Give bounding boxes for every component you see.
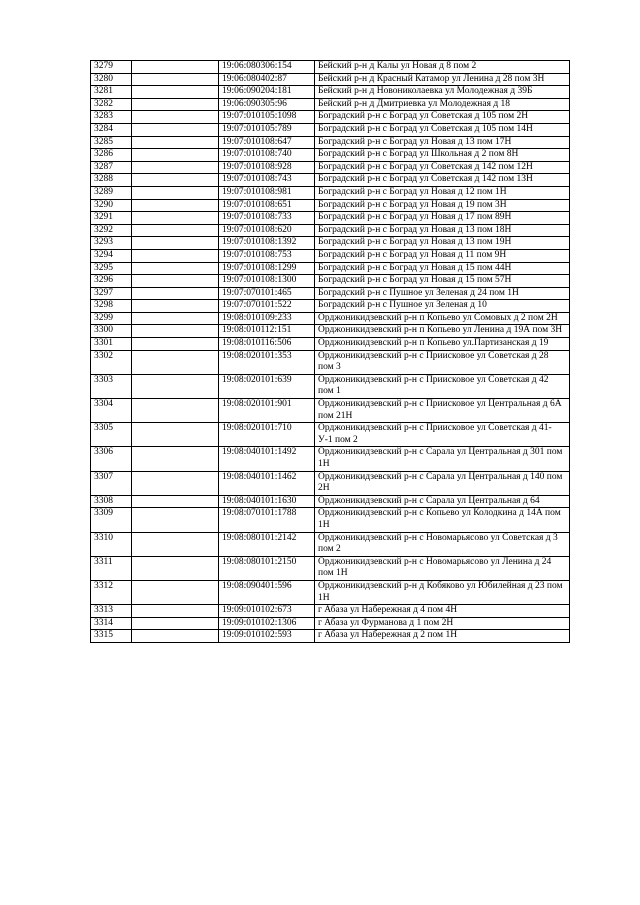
table-row (91, 605, 570, 618)
row-number-cell: 3313 (91, 605, 132, 618)
cadastral-number-cell: 19:08:010109:233 (219, 312, 315, 325)
document-page (90, 60, 569, 643)
cadastral-number-cell: 19:08:020101:353 (219, 350, 315, 374)
row-number-cell: 3292 (91, 224, 132, 237)
cadastral-number-cell: 19:07:010108:740 (219, 149, 315, 162)
empty-cell (132, 174, 219, 187)
registry-table-body (91, 61, 570, 643)
address-cell: Боградский р-н с Боград ул Новая д 13 пом 19Н (315, 237, 570, 250)
address-cell: Бейский р-н д Красный Катамор ул Ленина д 28 пом 3Н (315, 73, 570, 86)
empty-cell (132, 423, 219, 447)
table-row (91, 325, 570, 338)
cadastral-number-cell: 19:08:020101:901 (219, 399, 315, 423)
table-row (91, 111, 570, 124)
table-row (91, 471, 570, 495)
empty-cell (132, 262, 219, 275)
row-number-cell: 3280 (91, 73, 132, 86)
registry-table (90, 60, 570, 643)
cadastral-number-cell: 19:07:010108:1300 (219, 275, 315, 288)
address-cell: Боградский р-н с Пушное ул Зеленая д 10 (315, 300, 570, 313)
empty-cell (132, 556, 219, 580)
row-number-cell: 3308 (91, 495, 132, 508)
row-number-cell: 3296 (91, 275, 132, 288)
table-row (91, 161, 570, 174)
table-row (91, 186, 570, 199)
cadastral-number-cell: 19:08:040101:1630 (219, 495, 315, 508)
address-cell: Бейский р-н д Калы ул Новая д 8 пом 2 (315, 61, 570, 74)
row-number-cell: 3300 (91, 325, 132, 338)
row-number-cell: 3297 (91, 287, 132, 300)
address-cell: Орджоникидзевский р-н с Копьево ул Колодкина д 14А пом 1Н (315, 508, 570, 532)
address-cell: Боградский р-н с Боград ул Новая д 13 пом 18Н (315, 224, 570, 237)
row-number-cell: 3294 (91, 249, 132, 262)
address-cell: Боградский р-н с Боград ул Школьная д 2 пом 8Н (315, 149, 570, 162)
address-cell: Боградский р-н с Боград ул Новая д 15 пом 57Н (315, 275, 570, 288)
row-number-cell: 3284 (91, 123, 132, 136)
address-cell: Боградский р-н с Боград ул Новая д 13 пом 17Н (315, 136, 570, 149)
cadastral-number-cell: 19:07:010108:1392 (219, 237, 315, 250)
table-row (91, 630, 570, 643)
empty-cell (132, 350, 219, 374)
cadastral-number-cell: 19:06:090204:181 (219, 86, 315, 99)
address-cell: Боградский р-н с Боград ул Советская д 105 пом 14Н (315, 123, 570, 136)
address-cell: Орджоникидзевский р-н п Копьево ул Сомовых д 2 пом 2Н (315, 312, 570, 325)
table-row (91, 262, 570, 275)
row-number-cell: 3312 (91, 580, 132, 604)
table-row (91, 61, 570, 74)
address-cell: Орджоникидзевский р-н с Приисковое ул Советская д 42 пом 1 (315, 374, 570, 398)
cadastral-number-cell: 19:08:020101:710 (219, 423, 315, 447)
table-row (91, 350, 570, 374)
empty-cell (132, 495, 219, 508)
row-number-cell: 3288 (91, 174, 132, 187)
empty-cell (132, 605, 219, 618)
table-row (91, 275, 570, 288)
empty-cell (132, 374, 219, 398)
table-row (91, 174, 570, 187)
cadastral-number-cell: 19:09:010102:593 (219, 630, 315, 643)
cadastral-number-cell: 19:08:020101:639 (219, 374, 315, 398)
cadastral-number-cell: 19:07:010108:743 (219, 174, 315, 187)
empty-cell (132, 123, 219, 136)
empty-cell (132, 471, 219, 495)
empty-cell (132, 98, 219, 111)
table-row (91, 556, 570, 580)
table-row (91, 149, 570, 162)
row-number-cell: 3289 (91, 186, 132, 199)
table-row (91, 508, 570, 532)
table-row (91, 73, 570, 86)
table-row (91, 224, 570, 237)
cadastral-number-cell: 19:08:040101:1492 (219, 447, 315, 471)
table-row (91, 287, 570, 300)
address-cell: Боградский р-н с Боград ул Новая д 17 пом 89Н (315, 212, 570, 225)
empty-cell (132, 630, 219, 643)
empty-cell (132, 186, 219, 199)
address-cell: Орджоникидзевский р-н с Сарала ул Центральная д 64 (315, 495, 570, 508)
address-cell: Орджоникидзевский р-н с Новомарьясово ул Ленина д 24 пом 1Н (315, 556, 570, 580)
empty-cell (132, 617, 219, 630)
cadastral-number-cell: 19:07:010108:928 (219, 161, 315, 174)
address-cell: Боградский р-н с Боград ул Новая д 12 пом 1Н (315, 186, 570, 199)
empty-cell (132, 237, 219, 250)
empty-cell (132, 287, 219, 300)
empty-cell (132, 73, 219, 86)
empty-cell (132, 580, 219, 604)
table-row (91, 399, 570, 423)
row-number-cell: 3298 (91, 300, 132, 313)
cadastral-number-cell: 19:08:070101:1788 (219, 508, 315, 532)
cadastral-number-cell: 19:07:070101:522 (219, 300, 315, 313)
table-row (91, 374, 570, 398)
table-row (91, 447, 570, 471)
address-cell: Орджоникидзевский р-н с Приисковое ул Советская д 41-У-1 пом 2 (315, 423, 570, 447)
empty-cell (132, 161, 219, 174)
address-cell: Орджоникидзевский р-н с Приисковое ул Советская д 28 пом 3 (315, 350, 570, 374)
empty-cell (132, 199, 219, 212)
address-cell: Боградский р-н с Пушное ул Зеленая д 24 пом 1Н (315, 287, 570, 300)
cadastral-number-cell: 19:08:040101:1462 (219, 471, 315, 495)
address-cell: Боградский р-н с Боград ул Новая д 15 пом 44Н (315, 262, 570, 275)
cadastral-number-cell: 19:06:080402:87 (219, 73, 315, 86)
empty-cell (132, 508, 219, 532)
empty-cell (132, 224, 219, 237)
address-cell: Бейский р-н д Дмитриевка ул Молодежная д 18 (315, 98, 570, 111)
empty-cell (132, 275, 219, 288)
empty-cell (132, 300, 219, 313)
table-row (91, 86, 570, 99)
empty-cell (132, 399, 219, 423)
address-cell: г Абаза ул Набережная д 4 пом 4Н (315, 605, 570, 618)
row-number-cell: 3314 (91, 617, 132, 630)
cadastral-number-cell: 19:06:090305:96 (219, 98, 315, 111)
empty-cell (132, 325, 219, 338)
table-row (91, 338, 570, 351)
address-cell: Боградский р-н с Боград ул Советская д 105 пом 2Н (315, 111, 570, 124)
table-row (91, 300, 570, 313)
cadastral-number-cell: 19:09:010102:673 (219, 605, 315, 618)
address-cell: Орджоникидзевский р-н п Копьево ул.Партизанская д 19 (315, 338, 570, 351)
row-number-cell: 3279 (91, 61, 132, 74)
table-row (91, 532, 570, 556)
table-row (91, 423, 570, 447)
row-number-cell: 3290 (91, 199, 132, 212)
cadastral-number-cell: 19:07:010108:620 (219, 224, 315, 237)
empty-cell (132, 86, 219, 99)
row-number-cell: 3287 (91, 161, 132, 174)
empty-cell (132, 149, 219, 162)
empty-cell (132, 532, 219, 556)
address-cell: Орджоникидзевский р-н с Сарала ул Центральная д 301 пом 1Н (315, 447, 570, 471)
table-row (91, 212, 570, 225)
address-cell: Боградский р-н с Боград ул Новая д 11 пом 9Н (315, 249, 570, 262)
row-number-cell: 3309 (91, 508, 132, 532)
row-number-cell: 3304 (91, 399, 132, 423)
row-number-cell: 3299 (91, 312, 132, 325)
empty-cell (132, 312, 219, 325)
empty-cell (132, 136, 219, 149)
row-number-cell: 3293 (91, 237, 132, 250)
table-row (91, 136, 570, 149)
address-cell: Боградский р-н с Боград ул Новая д 19 пом 3Н (315, 199, 570, 212)
row-number-cell: 3311 (91, 556, 132, 580)
table-row (91, 312, 570, 325)
row-number-cell: 3315 (91, 630, 132, 643)
row-number-cell: 3285 (91, 136, 132, 149)
cadastral-number-cell: 19:07:010108:651 (219, 199, 315, 212)
address-cell: Орджоникидзевский р-н п Копьево ул Ленина д 19А пом 3Н (315, 325, 570, 338)
address-cell: Орджоникидзевский р-н с Приисковое ул Центральная д 6А пом 21Н (315, 399, 570, 423)
row-number-cell: 3283 (91, 111, 132, 124)
table-row (91, 617, 570, 630)
table-row (91, 123, 570, 136)
empty-cell (132, 249, 219, 262)
row-number-cell: 3307 (91, 471, 132, 495)
address-cell: Боградский р-н с Боград ул Советская д 142 пом 12Н (315, 161, 570, 174)
cadastral-number-cell: 19:07:010105:789 (219, 123, 315, 136)
cadastral-number-cell: 19:08:010112:151 (219, 325, 315, 338)
cadastral-number-cell: 19:08:090401:596 (219, 580, 315, 604)
empty-cell (132, 447, 219, 471)
row-number-cell: 3305 (91, 423, 132, 447)
table-row (91, 495, 570, 508)
row-number-cell: 3303 (91, 374, 132, 398)
cadastral-number-cell: 19:06:080306:154 (219, 61, 315, 74)
cadastral-number-cell: 19:08:010116:506 (219, 338, 315, 351)
address-cell: Бейский р-н д Новониколаевка ул Молодежная д 39Б (315, 86, 570, 99)
address-cell: г Абаза ул Набережная д 2 пом 1Н (315, 630, 570, 643)
cadastral-number-cell: 19:07:010108:733 (219, 212, 315, 225)
cadastral-number-cell: 19:08:080101:2142 (219, 532, 315, 556)
empty-cell (132, 111, 219, 124)
cadastral-number-cell: 19:07:070101:465 (219, 287, 315, 300)
row-number-cell: 3295 (91, 262, 132, 275)
address-cell: Орджоникидзевский р-н с Новомарьясово ул Советская д 3 пом 2 (315, 532, 570, 556)
empty-cell (132, 61, 219, 74)
row-number-cell: 3281 (91, 86, 132, 99)
table-row (91, 249, 570, 262)
row-number-cell: 3306 (91, 447, 132, 471)
empty-cell (132, 212, 219, 225)
cadastral-number-cell: 19:07:010108:981 (219, 186, 315, 199)
cadastral-number-cell: 19:07:010108:753 (219, 249, 315, 262)
row-number-cell: 3291 (91, 212, 132, 225)
address-cell: Боградский р-н с Боград ул Советская д 142 пом 13Н (315, 174, 570, 187)
cadastral-number-cell: 19:07:010108:647 (219, 136, 315, 149)
address-cell: г Абаза ул Фурманова д 1 пом 2Н (315, 617, 570, 630)
address-cell: Орджоникидзевский р-н д Кобяково ул Юбилейная д 23 пом 1Н (315, 580, 570, 604)
row-number-cell: 3310 (91, 532, 132, 556)
table-row (91, 580, 570, 604)
table-row (91, 199, 570, 212)
cadastral-number-cell: 19:07:010105:1098 (219, 111, 315, 124)
row-number-cell: 3301 (91, 338, 132, 351)
table-row (91, 98, 570, 111)
address-cell: Орджоникидзевский р-н с Сарала ул Центральная д 140 пом 2Н (315, 471, 570, 495)
empty-cell (132, 338, 219, 351)
cadastral-number-cell: 19:09:010102:1306 (219, 617, 315, 630)
row-number-cell: 3286 (91, 149, 132, 162)
table-row (91, 237, 570, 250)
cadastral-number-cell: 19:08:080101:2150 (219, 556, 315, 580)
row-number-cell: 3302 (91, 350, 132, 374)
row-number-cell: 3282 (91, 98, 132, 111)
cadastral-number-cell: 19:07:010108:1299 (219, 262, 315, 275)
